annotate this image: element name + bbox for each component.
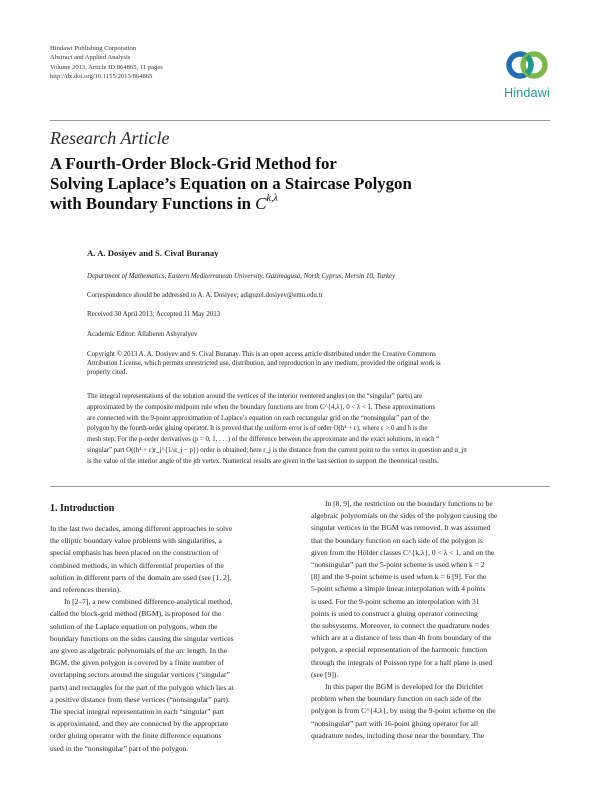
- journal-header: [50, 44, 163, 82]
- abstract-line: approximated by the composite midpoint rule when the boundary functions are from C^{4,λ}, 0 < λ < 1. These approximations: [87, 403, 436, 411]
- paragraph-line: quadrature nodes, including those near the boundary. The: [311, 730, 485, 740]
- paragraph-line: parts) and rectangles for the part of the polygon which lies at: [50, 682, 234, 692]
- paragraph-line: which are at a distance of less than 4h from boundary of the: [311, 633, 492, 643]
- paragraph-line: BGM, the given polygon is covered by a finite number of: [50, 658, 224, 668]
- paragraph-line: combined methods, in which differential properties of the: [50, 560, 224, 570]
- paragraph-line: solution of the Laplace equation on polygons, when the: [50, 621, 218, 631]
- paragraph-line: are given as algebraic polynomials of the arc length. In the: [50, 646, 228, 656]
- paragraph-line: through the integrals of Poisson type for a half plane is used: [311, 657, 493, 667]
- paragraph-line: In the last two decades, among different approaches to solve: [50, 524, 233, 533]
- paragraph-line: problem when the boundary function on each side of the: [311, 694, 482, 704]
- title-line-text: with Boundary Functions in: [50, 194, 251, 213]
- doi-link[interactable]: http://dx.doi.org/10.1155/2013/864865: [50, 73, 153, 81]
- paragraph-line: algebraic polynomials on the sides of the polygon causing the: [311, 511, 498, 521]
- paragraph-line: “nonsingular” part the 5-point scheme is used when k = 2: [311, 560, 485, 570]
- paragraph-line: “nonsingular” part with 16-point gluing operator for all: [311, 718, 479, 728]
- paragraph-line: the subsystems. Moreover, to connect the quadrature nodes: [311, 621, 490, 631]
- paragraph-line: special emphasis has been placed on the construction of: [50, 548, 219, 558]
- affiliation: Department of Mathematics, Eastern Mediterranean University, Gazimagusa, North Cyprus, Mersin 10, Turkey: [87, 273, 396, 280]
- title-line: Solving Laplace’s Equation on a Staircase Polygon: [50, 174, 412, 193]
- title-math-superscript: k,λ: [266, 193, 278, 204]
- hindawi-logo: [494, 44, 560, 106]
- abstract-line: singular” part O((h⁴ + ε)r_j^{1/α_j − p}) order is obtained; here r_j is the distance from the current point to the vertex in question and α_jπ: [87, 446, 467, 454]
- paragraph-line: and references therein).: [50, 585, 122, 595]
- paragraph-line: In [2–7], a new combined difference-analytical method,: [64, 597, 233, 607]
- paragraph-line: used in the “nonsingular” part of the polygon.: [50, 743, 189, 753]
- section-heading: 1. Introduction: [50, 503, 115, 514]
- paragraph-line: singular vertices in the BGM was removed. It was assumed: [311, 523, 491, 533]
- paragraph-line: is used. For the 9-point scheme an interpolation with 31: [311, 596, 480, 606]
- hindawi-rings-icon: [504, 44, 550, 86]
- abstract-line: The integral representations of the solution around the vertices of the interior reentered angles (on the “singular” parts) are: [87, 393, 423, 400]
- abstract: [87, 392, 550, 468]
- abstract-line: are connected with the 9-point approximation of Laplace’s equation on each rectangular grid on the “nonsingular” part of the: [87, 414, 430, 422]
- article-title: [50, 154, 470, 214]
- title-math-base: C: [255, 194, 267, 213]
- paragraph-line: polygon, a special representation of the harmonic function: [311, 645, 488, 655]
- paragraph-line: In [8, 9], the restriction on the boundary functions to be: [325, 499, 493, 508]
- abstract-line: polygon by the fourth-order gluing operator. It is proved that the uniform error is of order O(h⁴ + ε), where ε > 0 and h is the: [87, 425, 428, 433]
- paragraph-line: given from the Hölder classes C^{k,λ}, 0 < λ < 1, and on the: [311, 547, 495, 557]
- volume-info: Volume 2013, Article ID 864865, 11 pages: [50, 63, 163, 71]
- title-math: [255, 194, 278, 213]
- section-divider: [50, 486, 550, 487]
- copyright-notice: [87, 350, 550, 378]
- paragraph-line: order gluing operator with the finite difference equations: [50, 731, 222, 741]
- paragraph-line: In this paper the BGM is developed for the Dirichlet: [325, 682, 484, 692]
- paragraph-line: that the boundary function on each side of the polygon is: [311, 535, 483, 545]
- article-type: Research Article: [50, 128, 170, 148]
- top-divider: [50, 120, 550, 121]
- paragraph-line: called the block-grid method (BGM), is proposed for the: [50, 609, 222, 619]
- paragraph-line: The special integral representation in each “singular” part: [50, 707, 225, 717]
- title-line: [50, 194, 470, 214]
- correspondence: Correspondence should be addressed to A. A. Dosiyev; adiguzel.dosiyev@emu.edu.tr: [87, 292, 323, 299]
- paragraph-line: the elliptic boundary value problems with singularities, a: [50, 536, 222, 546]
- paragraph-line: (see [9]).: [311, 669, 339, 679]
- academic-editor: Academic Editor: Allaberen Ashyralyev: [87, 331, 198, 338]
- copyright-line: properly cited.: [87, 369, 128, 377]
- paragraph-line: is approximated, and they are connected by the appropriate: [50, 719, 229, 729]
- copyright-line: Copyright © 2013 A. A. Dosiyev and S. Cival Buranay. This is an open access article distributed under the Creative Commons: [87, 351, 436, 358]
- dates: Received 30 April 2013; Accepted 11 May 2013: [87, 311, 221, 318]
- right-column: [311, 498, 551, 742]
- journal-name: Abstract and Applied Analysis: [50, 54, 131, 62]
- abstract-line: mesh step. For the p-order derivatives (p = 0, 1, . . .) of the difference between the approximate and the exact solutions, in each “: [87, 436, 440, 444]
- hindawi-wordmark: Hindawi: [504, 86, 550, 100]
- left-column: [50, 523, 290, 755]
- abstract-line: is the value of the interior angle of the jth vertex. Numerical results are given in the last section to support the theoretical results.: [87, 457, 439, 465]
- paragraph-line: overlapping sectors around the singular vertices (“singular”: [50, 670, 230, 680]
- paragraph-line: polygon is from C^{4,λ}, by using the 9-point scheme on the: [311, 706, 496, 716]
- copyright-line: Attribution License, which permits unrestricted use, distribution, and reproduction in any medium, provided the original work is: [87, 360, 441, 368]
- paragraph-line: boundary functions on the sides causing the singular vertices: [50, 633, 234, 643]
- publisher-name: Hindawi Publishing Corporation: [50, 45, 137, 52]
- paragraph-line: a positive distance from these vertices (“nonsingular” part).: [50, 694, 230, 704]
- title-line: A Fourth-Order Block-Grid Method for: [50, 154, 337, 173]
- paragraph-line: points is used to construct a gluing operator connecting: [311, 608, 478, 618]
- paragraph-line: solution in different parts of the domain are used (see [1, 2],: [50, 572, 232, 582]
- paragraph-line: [8] and the 9-point scheme is used when k = 6 [9]. For the: [311, 572, 487, 582]
- authors: A. A. Dosiyev and S. Cival Buranay: [87, 248, 219, 258]
- paragraph-line: 5-point scheme a simple linear interpolation with 4 points: [311, 584, 486, 594]
